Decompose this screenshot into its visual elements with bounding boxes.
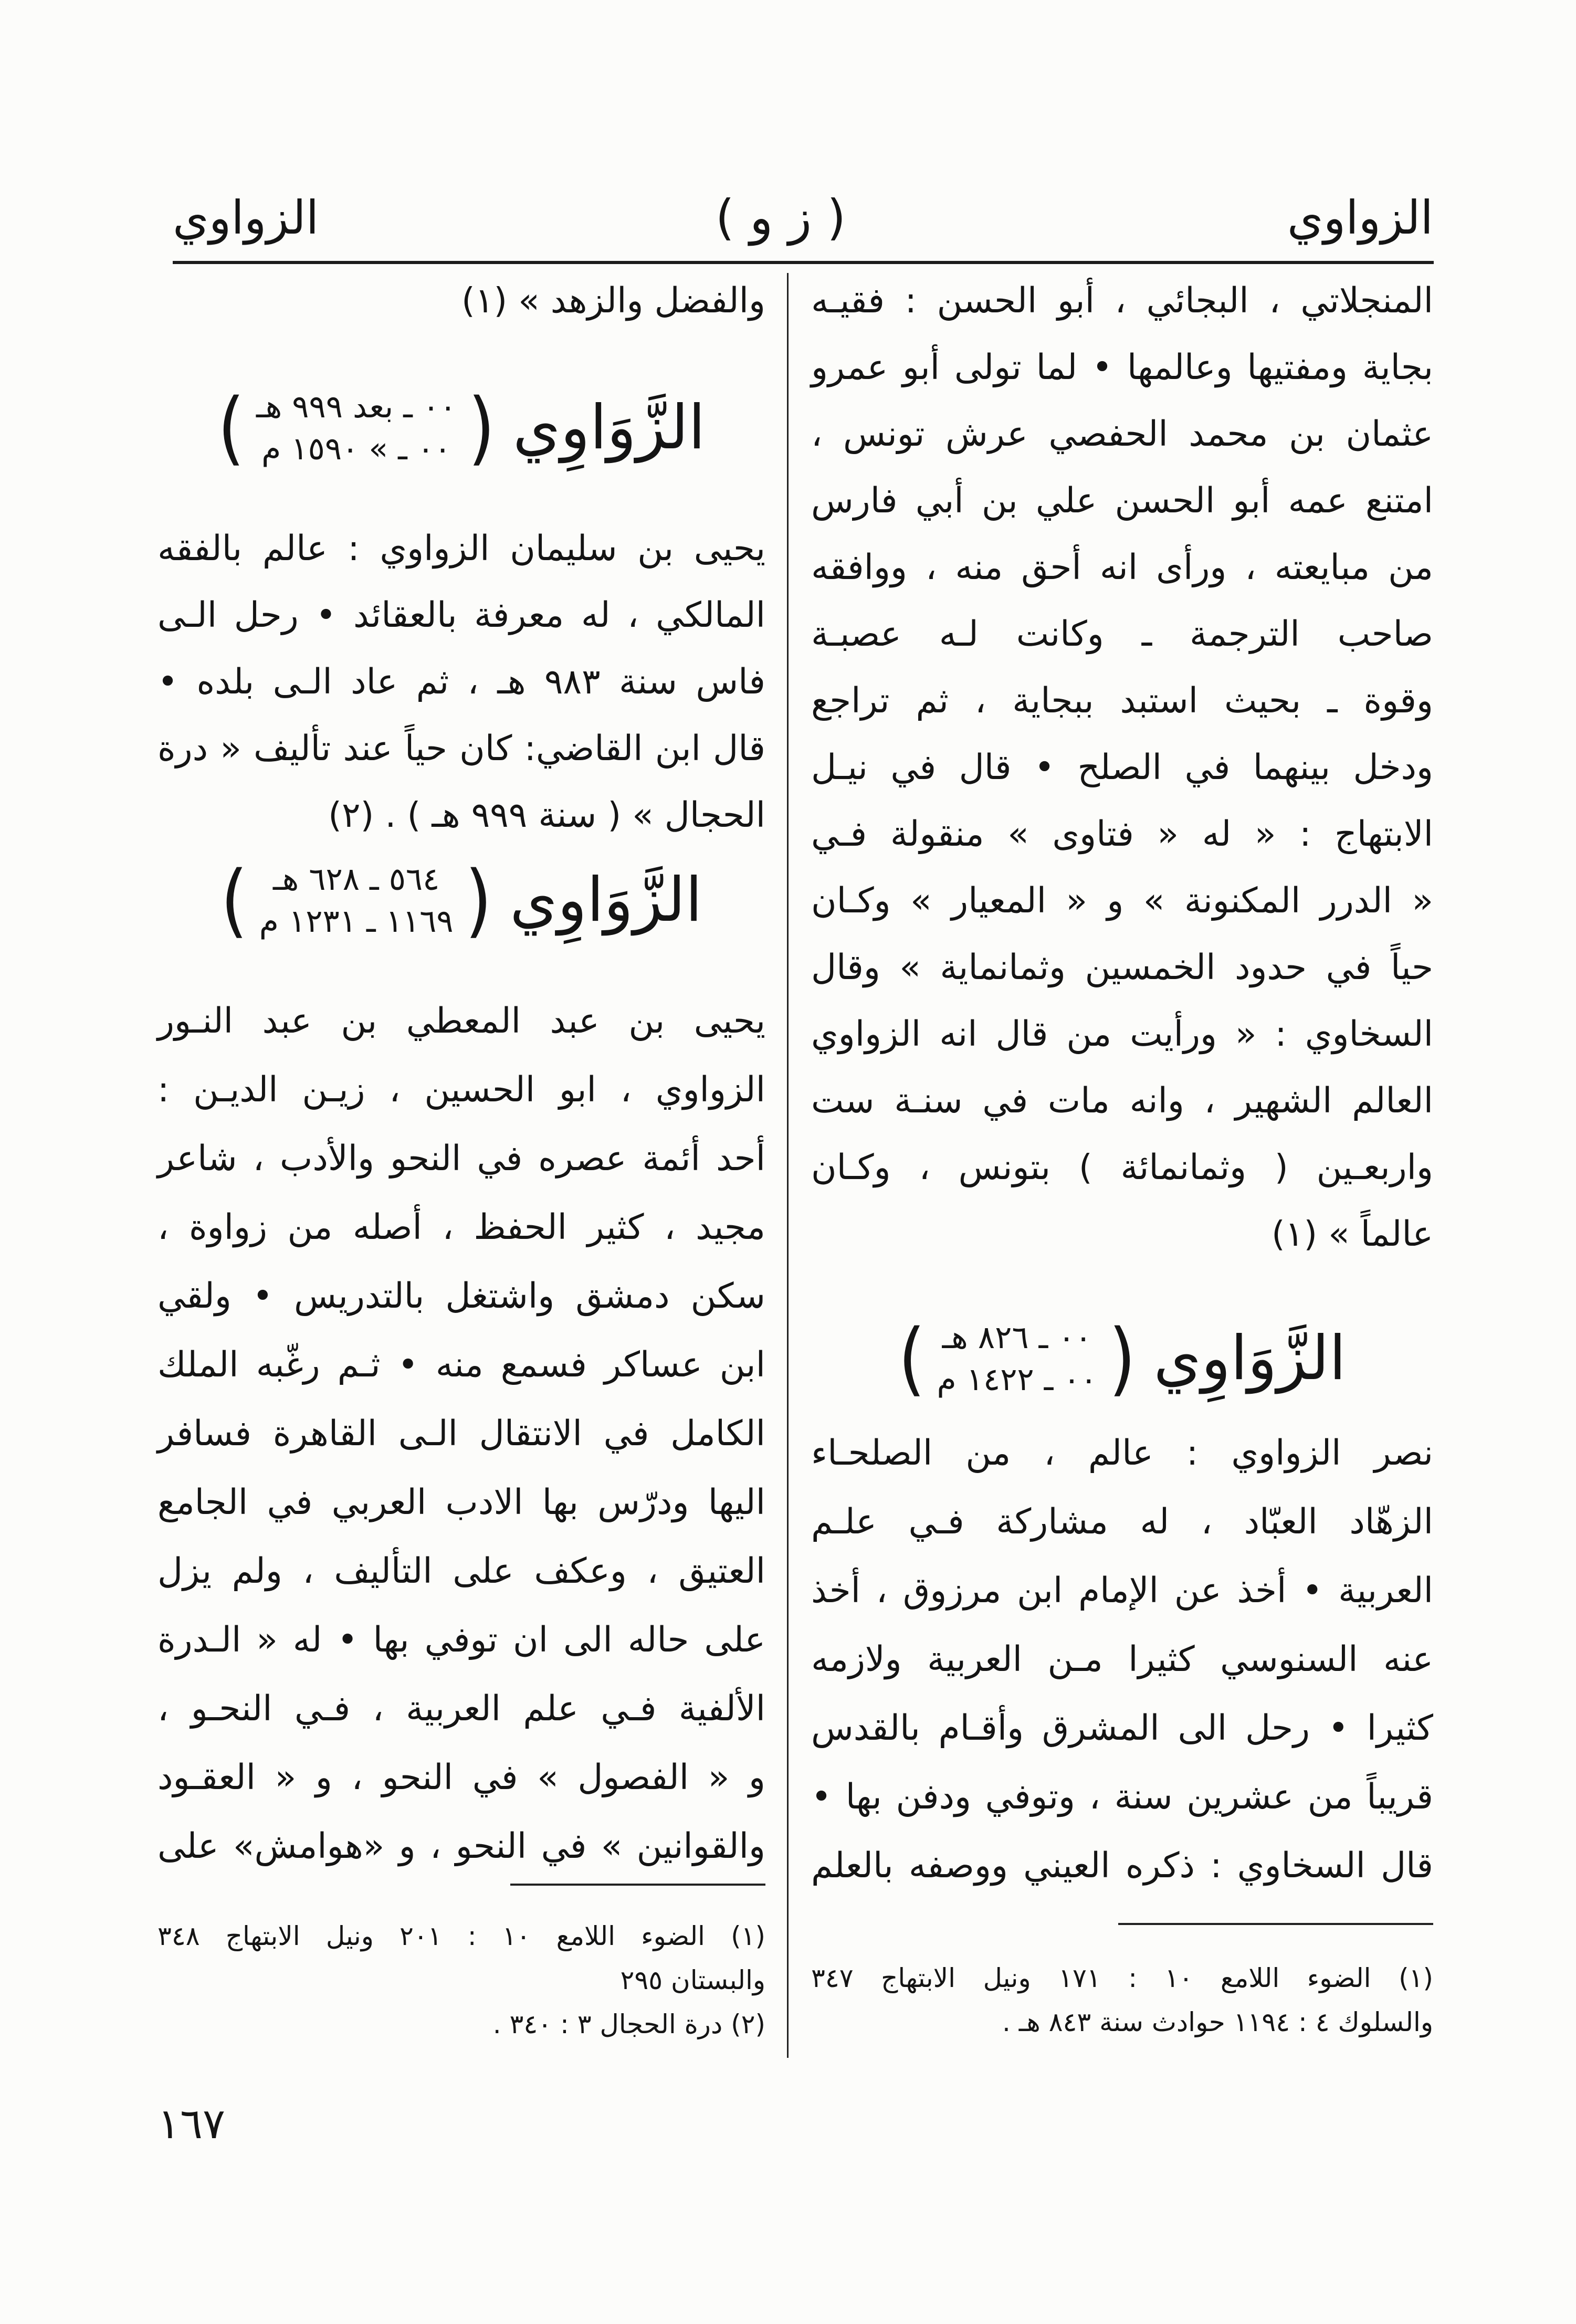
- text-line: المنجلاتي ، البجائي ، أبو الحسن : فقيـه: [811, 280, 1433, 321]
- text-line: و « الفصول » في النحو ، و « العقـود: [157, 1757, 765, 1797]
- text-line: « الدرر المكنونة » و « المعيار » وكـان: [811, 880, 1433, 921]
- hijri-dates: ٥٦٤ ـ ٦٢٨ هـ: [272, 861, 440, 898]
- text-line: ودخل بينهما في الصلح • قال في نيـل: [811, 747, 1433, 787]
- text-line: عنه السنوسي كثيرا مـن العربية ولازمه: [811, 1639, 1433, 1679]
- text-line: مجيد ، كثير الحفظ ، أصله من زواوة ،: [157, 1207, 765, 1247]
- footnote-line: والسلوك ٤ : ١١٩٤ حوادث سنة ٨٤٣ هـ .: [1002, 2007, 1433, 2037]
- entry-text: [157, 267, 765, 334]
- text-line: المالكي ، له معرفة بالعقائد • رحل الـى: [157, 595, 765, 635]
- text-line: امتنع عمه أبو الحسن علي بن أبي فارس: [811, 480, 1433, 521]
- text-line: وقوة ـ بحيث استبد ببجاية ، ثم تراجع: [811, 680, 1433, 721]
- entry-heading: [157, 381, 765, 475]
- running-head-letters: ( ز و ): [715, 190, 846, 246]
- text-line: الزواوي ، ابو الحسين ، زيـن الديـن :: [157, 1069, 765, 1110]
- entry-heading: [157, 856, 765, 945]
- entry-text: [157, 515, 765, 848]
- text-line: والقوانين » في النحو ، و «هوامش» على: [157, 1826, 765, 1866]
- running-head-left: الزواوي: [173, 191, 319, 245]
- footnote-line: (١) الضوء اللامع ١٠ : ١٧١ ونيل الابتهاج ٣٤٧: [811, 1963, 1433, 1993]
- text-line: ابن عساكر فسمع منه • ثـم رغّبه الملك: [157, 1344, 765, 1385]
- entry-name: الزَّوَاوِي: [510, 865, 702, 935]
- entry-dates: [937, 1317, 1097, 1401]
- text-line: العتيق ، وعكف على التأليف ، ولم يزل: [157, 1551, 765, 1591]
- entry-text: [811, 267, 1433, 1267]
- running-head-right: الزواوي: [1287, 191, 1433, 245]
- entry-dates: [256, 386, 456, 470]
- text-line: عالماً » (١): [1271, 1214, 1433, 1254]
- open-parenthesis: (: [465, 854, 492, 947]
- page-number: ١٦٧: [157, 2099, 225, 2148]
- footnote-line: (٢) درة الحجال ٣ : ٣٤٠ .: [492, 2009, 765, 2039]
- entry-text: [157, 986, 765, 1880]
- text-line: قال ابن القاضي: كان حياً عند تأليف « درة: [157, 728, 765, 769]
- text-line: يحيى بن سليمان الزواوي : عالم بالفقه: [157, 528, 765, 569]
- text-line: العالم الشهير ، وانه مات في سنـة ست: [811, 1080, 1433, 1121]
- hijri-dates: ٠٠ ـ ٨٢٦ هـ: [942, 1319, 1092, 1356]
- text-line: يحيى بن عبد المعطي بن عبد النـور: [157, 1001, 765, 1041]
- footnote-rule: [510, 1884, 765, 1886]
- text-line: الزهّاد العبّاد ، له مشاركة فـي علـم: [811, 1501, 1433, 1542]
- entry-name: الزَّوَاوِي: [1153, 1323, 1346, 1394]
- text-line: والفضل والزهد » (١): [461, 280, 765, 321]
- open-parenthesis: (: [468, 381, 495, 475]
- text-line: السخاوي : « ورأيت من قال انه الزواوي: [811, 1014, 1433, 1054]
- entry-heading: [811, 1314, 1433, 1403]
- close-parenthesis: ): [217, 381, 245, 475]
- text-line: الابتهاج : « له « فتاوى » منقولة فـي: [811, 814, 1433, 854]
- text-line: من مبايعته ، ورأى انه أحق منه ، ووافقه: [811, 547, 1433, 587]
- text-line: الحجال » ( سنة ٩٩٩ هـ ) . (٢): [328, 795, 765, 835]
- close-parenthesis: ): [220, 854, 248, 947]
- text-line: على حاله الى ان توفي بها • له « الـدرة: [157, 1620, 765, 1660]
- text-line: حياً في حدود الخمسين وثمانماية » وقال: [811, 947, 1433, 987]
- close-parenthesis: ): [898, 1312, 926, 1405]
- open-parenthesis: (: [1108, 1312, 1136, 1405]
- text-line: عثمان بن محمد الحفصي عرش تونس ،: [811, 414, 1433, 454]
- footnotes: [811, 1956, 1433, 2044]
- header-rule: [173, 261, 1434, 264]
- text-line: قال السخاوي : ذكره العيني ووصفه بالعلم: [811, 1845, 1433, 1886]
- text-line: كثيرا • رحل الى المشرق وأقـام بالقدس: [811, 1708, 1433, 1748]
- text-line: اليها ودرّس بها الادب العربي في الجامع: [157, 1482, 765, 1522]
- gregorian-dates: ٠٠ ـ ١٤٢٢ م: [937, 1361, 1097, 1398]
- text-line: فاس سنة ٩٨٣ هـ ، ثم عاد الـى بلده •: [157, 661, 765, 702]
- hijri-dates: ٠٠ ـ بعد ٩٩٩ هـ: [256, 388, 457, 425]
- text-line: بجاية ومفتيها وعالمها • لما تولى أبو عمرو: [811, 347, 1433, 387]
- footnote-line: والبستان ٢٩٥: [620, 1965, 765, 1995]
- text-line: الكامل في الانتقال الـى القاهرة فسافر: [157, 1413, 765, 1454]
- column-divider: [787, 273, 789, 2058]
- text-line: نصر الزواوي : عالم ، من الصلحـاء: [811, 1433, 1433, 1473]
- footnotes: [157, 1914, 765, 2046]
- text-line: العربية • أخذ عن الإمام ابن مرزوق ، أخذ: [811, 1570, 1433, 1611]
- text-line: صاحب الترجمة ـ وكانت لـه عصبـة: [811, 614, 1433, 654]
- text-line: أحد أئمة عصره في النحو والأدب ، شاعر: [157, 1138, 765, 1179]
- gregorian-dates: ٠٠ ـ » ١٥٩٠ م: [261, 430, 451, 467]
- text-line: سكن دمشق واشتغل بالتدريس • ولقي: [157, 1276, 765, 1316]
- footnote-rule: [1118, 1923, 1433, 1925]
- text-line: واربعـين ( وثمانمائة ) بتونس ، وكـان: [811, 1147, 1433, 1187]
- entry-text: [811, 1418, 1433, 1900]
- entry-dates: [259, 858, 454, 942]
- text-line: الألفية فـي علم العربية ، فـي النحـو ،: [157, 1688, 765, 1729]
- text-line: قريباً من عشرين سنة ، وتوفي ودفن بها •: [811, 1776, 1433, 1817]
- gregorian-dates: ١١٦٩ ـ ١٢٣١ م: [259, 903, 454, 940]
- entry-name: الزَّوَاوِي: [512, 392, 706, 463]
- footnote-line: (١) الضوء اللامع ١٠ : ٢٠١ ونيل الابتهاج ٣٤٨: [157, 1921, 765, 1951]
